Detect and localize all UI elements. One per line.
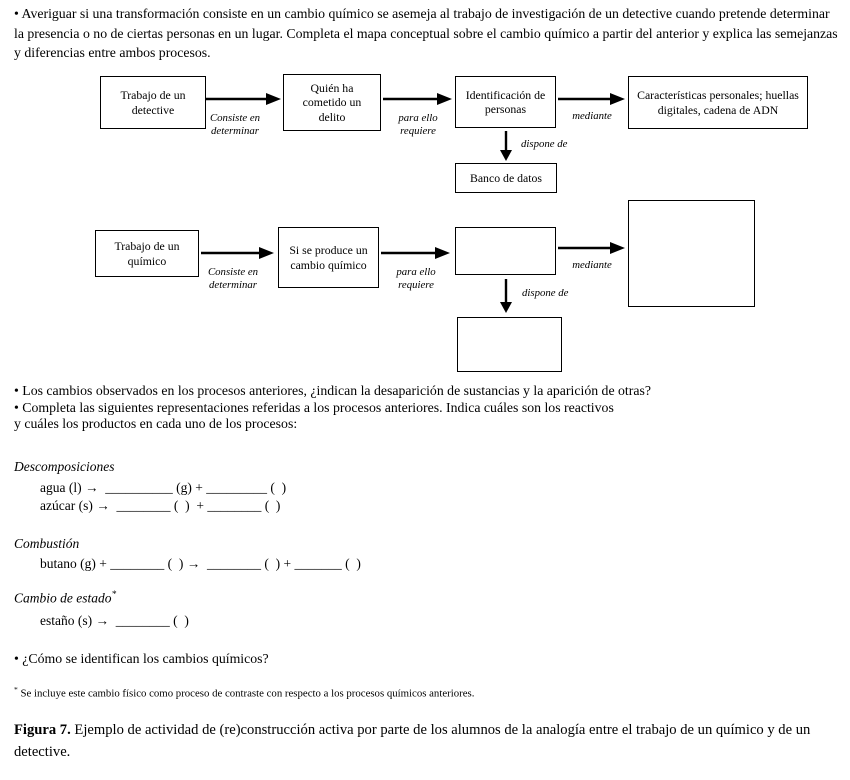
cambio-estado-asterisk: * <box>111 590 117 600</box>
chemist-arrow-2-label: para ello requiere <box>396 266 436 291</box>
figure-caption <box>14 720 838 764</box>
footnote <box>14 685 838 700</box>
chemist-blank-box-dispone <box>457 317 562 372</box>
chemist-box-cambio: Si se produce un cambio químico <box>278 227 379 288</box>
arrow-right-icon <box>381 245 451 261</box>
question-cambios: • Los cambios observados en los procesos anteriores, ¿indican la desaparición de sustancias y la aparición de otras? <box>14 383 651 398</box>
arrow-down-icon <box>498 131 514 162</box>
arrow-right-icon <box>383 91 453 107</box>
detective-arrow-3-label: mediante <box>572 110 612 122</box>
caption-text: Ejemplo de actividad de (re)construcción activa por parte de los alumnos de la analogía entre el trabajo de un químico y de un detective. <box>14 722 811 760</box>
arrow-right-icon <box>558 240 626 256</box>
equation-butano: butano (g) + ________ ( ) → ________ ( ) + _______ ( ) <box>40 556 361 571</box>
chemist-blank-box-requiere <box>455 227 556 275</box>
footnote-asterisk: * <box>14 685 18 694</box>
equation-estano: estaño (s) → ________ ( ) <box>40 613 189 628</box>
cambio-estado-title-text: Cambio de estado <box>14 590 112 606</box>
question-completa-line2: y cuáles los productos en cada uno de los procesos: <box>14 416 298 431</box>
chemist-arrow-3-label: mediante <box>572 259 612 271</box>
detective-arrow-2-label: para ello requiere <box>398 112 438 137</box>
equation-agua: agua (l) → __________ (g) + _________ ( ) <box>40 480 287 495</box>
arrow-right-icon <box>558 91 626 107</box>
question-identifican: • ¿Cómo se identifican los cambios químicos? <box>14 651 269 666</box>
caption-label: Figura 7. <box>14 722 71 738</box>
chemist-arrow-1-label: Consiste en determinar <box>207 266 259 291</box>
chemist-blank-box-mediante <box>628 200 755 307</box>
combustion-title: Combustión <box>14 536 80 551</box>
detective-box-banco-datos: Banco de datos <box>455 163 557 193</box>
descomposiciones-title: Descomposiciones <box>14 459 115 474</box>
arrow-right-icon <box>206 91 282 107</box>
chemist-dispone-label: dispone de <box>522 287 569 299</box>
equation-azucar: azúcar (s) → ________ ( ) + ________ ( ) <box>40 498 281 513</box>
detective-box-caracteristicas: Características personales; huellas digitales, cadena de ADN <box>628 76 808 129</box>
cambio-estado-title <box>14 590 116 607</box>
detective-box-trabajo: Trabajo de un detective <box>100 76 206 129</box>
detective-box-identificacion: Identificación de personas <box>455 76 556 128</box>
chemist-box-trabajo: Trabajo de un químico <box>95 230 199 277</box>
arrow-right-icon <box>201 245 275 261</box>
detective-arrow-1-label: Consiste en determinar <box>209 112 261 137</box>
question-completa-line1: • Completa las siguientes representaciones referidas a los procesos anteriores. Indica cuáles son los reactivos <box>14 400 614 415</box>
arrow-down-icon <box>498 279 514 314</box>
intro-paragraph: • Averiguar si una transformación consiste en un cambio químico se asemeja al trabajo de investigación de un detective cuando pretende determinar la presencia o no de ciertas personas en un lugar. Completa el mapa conceptual sobre el cambio químico a partir del anterior y explica las semejanzas y diferencias entre ambos procesos. <box>14 6 838 61</box>
detective-dispone-label: dispone de <box>521 138 568 150</box>
footnote-text: Se incluye este cambio físico como proceso de contraste con respecto a los procesos químicos anteriores. <box>20 687 475 700</box>
detective-box-delito: Quién ha cometido un delito <box>283 74 381 131</box>
